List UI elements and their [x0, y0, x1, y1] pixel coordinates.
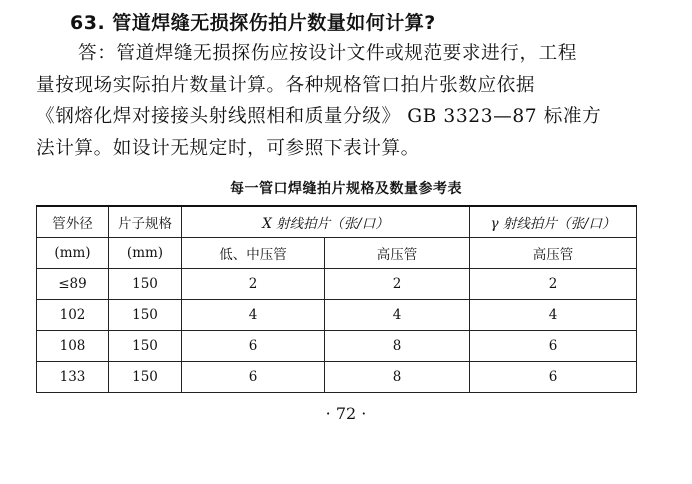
cell-film: 150: [109, 331, 182, 362]
question-title: 63. 管道焊缝无损探伤拍片数量如何计算?: [70, 12, 436, 34]
cell-gamma-high: 6: [470, 331, 637, 362]
cell-x-low-mid: 6: [182, 331, 325, 362]
answer-paragraph: [36, 38, 646, 164]
cell-film: 150: [109, 300, 182, 331]
header-pipe-diameter: 管外径: [37, 206, 109, 238]
table-header-row: [37, 206, 637, 238]
cell-film: 150: [109, 269, 182, 300]
header-film-unit: (mm): [109, 238, 182, 269]
cell-x-high: 2: [325, 269, 470, 300]
header-pipe-unit: (mm): [37, 238, 109, 269]
cell-x-low-mid: 2: [182, 269, 325, 300]
cell-pipe: 108: [37, 331, 109, 362]
answer-line: 《钢熔化焊对接接头射线照相和质量分级》 GB 3323—87 标准方: [36, 106, 602, 127]
cell-pipe: 102: [37, 300, 109, 331]
answer-line: 量按现场实际拍片数量计算。各种规格管口拍片张数应依据: [36, 74, 536, 96]
cell-x-low-mid: 6: [182, 362, 325, 393]
page-number: · 72 ·: [325, 404, 367, 423]
header-film-size: 片子规格: [109, 206, 182, 238]
cell-pipe: ≤89: [37, 269, 109, 300]
header-gamma-group: γ 射线拍片（张/口）: [470, 206, 637, 238]
cell-x-high: 4: [325, 300, 470, 331]
cell-gamma-high: 6: [470, 362, 637, 393]
cell-film: 150: [109, 362, 182, 393]
table-row: [37, 269, 637, 300]
header-x-ray-group: X 射线拍片（张/口）: [182, 206, 470, 238]
table-caption: 每一管口焊缝拍片规格及数量参考表: [230, 181, 462, 197]
cell-x-low-mid: 4: [182, 300, 325, 331]
header-x-low-mid: 低、中压管: [182, 238, 325, 269]
table-row: [37, 300, 637, 331]
cell-pipe: 133: [37, 362, 109, 393]
table-row: [37, 331, 637, 362]
cell-gamma-high: 2: [470, 269, 637, 300]
answer-line: 法计算。如设计无规定时，可参照下表计算。: [36, 137, 420, 159]
answer-line: 答：管道焊缝无损探伤应按设计文件或规范要求进行，工程: [78, 43, 578, 64]
table-header-row: [37, 238, 637, 269]
table-row: [37, 362, 637, 393]
cell-x-high: 8: [325, 331, 470, 362]
reference-table: [36, 205, 637, 393]
cell-x-high: 8: [325, 362, 470, 393]
header-x-high: 高压管: [325, 238, 470, 269]
cell-gamma-high: 4: [470, 300, 637, 331]
header-gamma-high: 高压管: [470, 238, 637, 269]
